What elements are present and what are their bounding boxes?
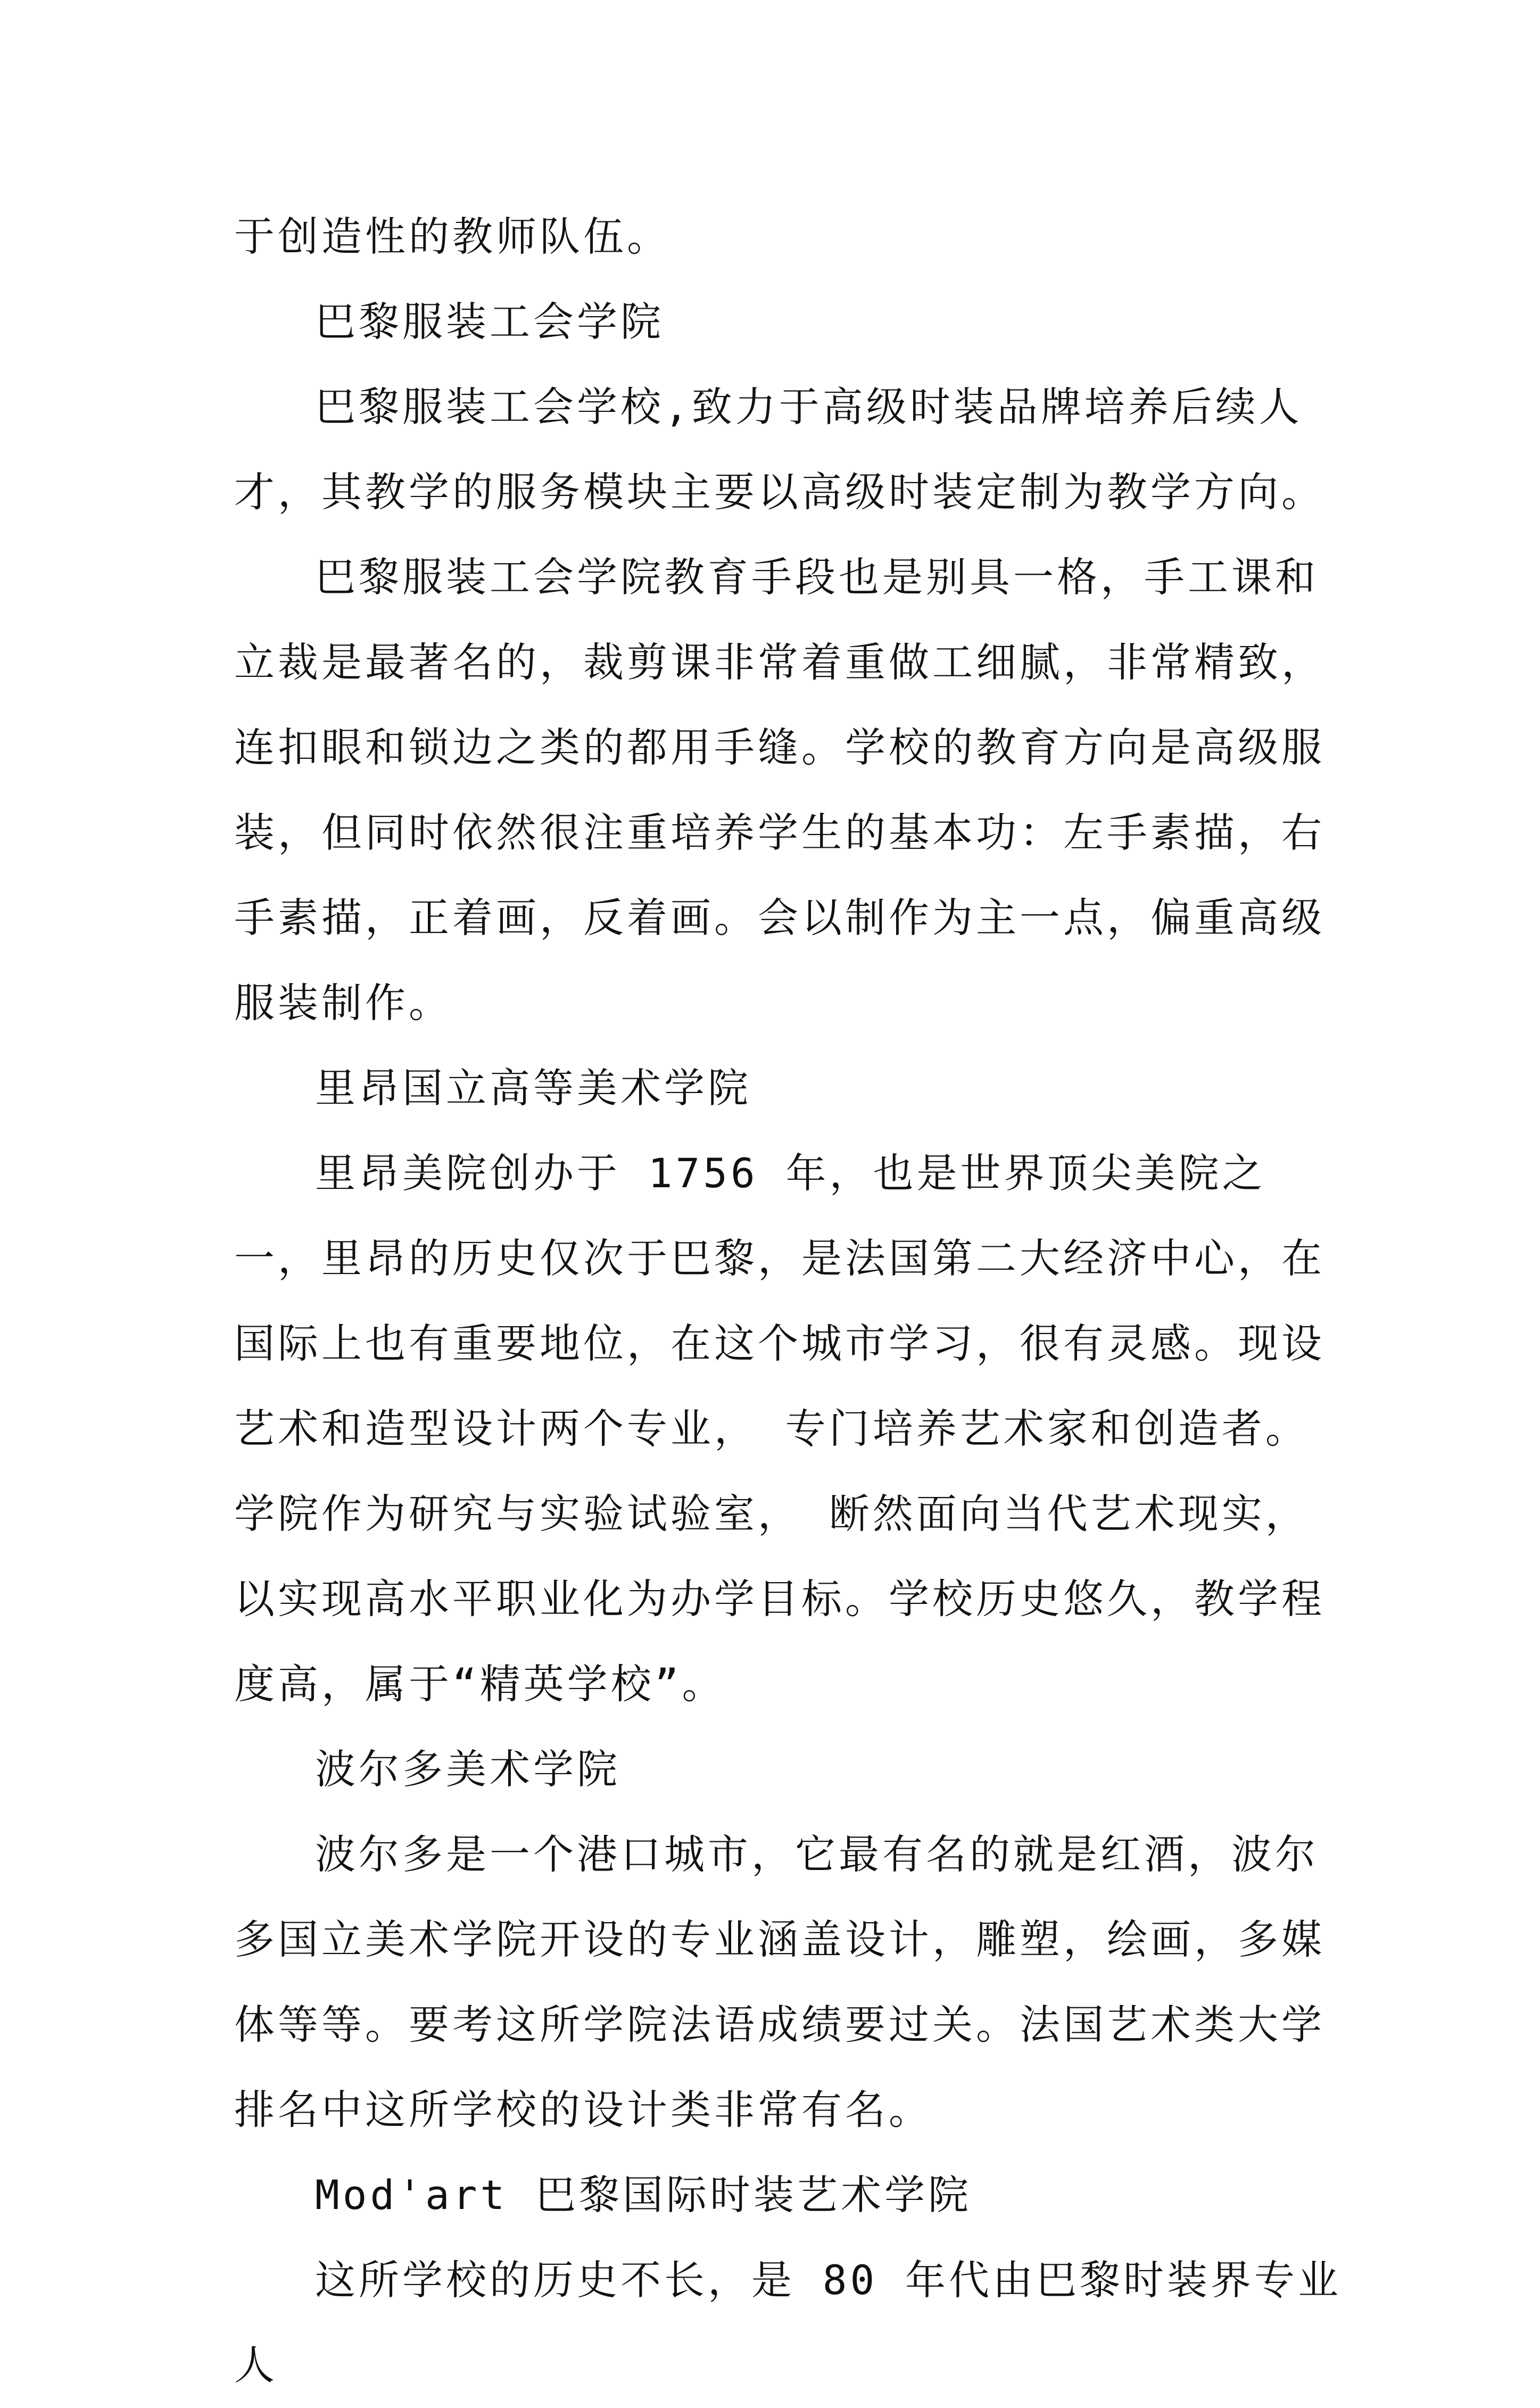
paragraph-continuation: 于创造性的教师队伍。 (234, 213, 670, 260)
paragraph-modart-school: 这所学校的历史不长，是 80 年代由巴黎时装界专业人 (234, 2256, 1342, 2389)
heading-lyon-school: 里昂国立高等美术学院 (315, 1064, 751, 1112)
paragraph-paris-couture-teaching: 巴黎服装工会学院教育手段也是别具一格，手工课和立裁是最著名的，裁剪课非常着重做工细腻，非常精致，连扣眼和锁边之类的都用手缝。学校的教育方向是高级服装，但同时依然很注重培养学生的基本功：左手素描，右手素描，正着画，反着画。会以制作为主一点，偏重高级服装制作。 (234, 553, 1325, 1027)
paragraph-paris-couture-intro: 巴黎服装工会学校,致力于高级时装品牌培养后续人才，其教学的服务模块主要以高级时装定制为教学方向。 (234, 383, 1325, 516)
document-body (234, 194, 1352, 2408)
heading-modart-school: Mod'art 巴黎国际时装艺术学院 (315, 2171, 972, 2219)
paragraph-bordeaux-school: 波尔多是一个港口城市，它最有名的就是红酒，波尔多国立美术学院开设的专业涵盖设计，雕塑，绘画，多媒体等等。要考这所学院法语成绩要过关。法国艺术类大学排名中这所学校的设计类非常有名。 (234, 1831, 1325, 2133)
heading-bordeaux-school: 波尔多美术学院 (315, 1745, 620, 1793)
heading-paris-couture-school: 巴黎服装工会学院 (315, 298, 664, 345)
paragraph-lyon-school: 里昂美院创办于 1756 年，也是世界顶尖美院之一，里昂的历史仅次于巴黎，是法国第二大经济中心，在国际上也有重要地位，在这个城市学习，很有灵感。现设艺术和造型设计两个专业， 专门培养艺术家和创造者。学院作为研究与实验试验室， 断然面向当代艺术现实， 以实现高水平职业化为办学目标。学校历史悠久，教学程度高，属于“精英学校”。 (234, 1149, 1337, 1708)
